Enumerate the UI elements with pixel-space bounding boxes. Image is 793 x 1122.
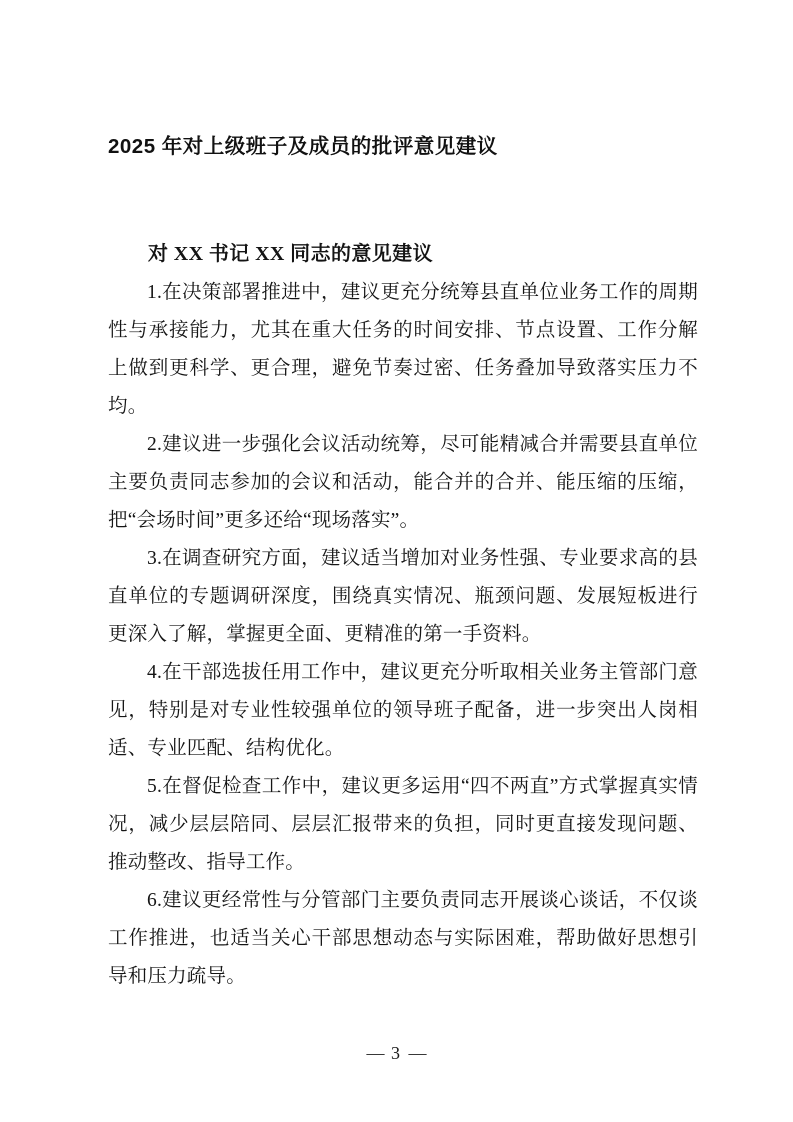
page-footer	[0, 1043, 793, 1064]
page-title: 2025 年对上级班子及成员的批评意见建议	[108, 135, 498, 158]
paragraph-1: 1.在决策部署推进中，建议更充分统筹县直单位业务工作的周期性与承接能力，尤其在重大任务的时间安排、节点设置、工作分解上做到更科学、更合理，避免节奏过密、任务叠加导致落实压力不均。	[108, 281, 698, 417]
paragraph-4: 4.在干部选拔任用工作中，建议更充分听取相关业务主管部门意见，特别是对专业性较强单位的领导班子配备，进一步突出人岗相适、专业匹配、结构优化。	[108, 661, 698, 759]
document-body	[108, 132, 698, 996]
paragraph-5: 5.在督促检查工作中，建议更多运用“四不两直”方式掌握真实情况，减少层层陪同、层层汇报带来的负担，同时更直接发现问题、推动整改、指导工作。	[108, 775, 698, 873]
paragraph-6: 6.建议更经常性与分管部门主要负责同志开展谈心谈话，不仅谈工作推进，也适当关心干部思想动态与实际困难，帮助做好思想引导和压力疏导。	[108, 890, 698, 988]
paragraph-3: 3.在调查研究方面，建议适当增加对业务性强、专业要求高的县直单位的专题调研深度，围绕真实情况、瓶颈问题、发展短板进行更深入了解，掌握更全面、更精准的第一手资料。	[108, 547, 698, 645]
page-number-value: 3	[391, 1043, 402, 1063]
section-heading: 对 XX 书记 XX 同志的意见建议	[148, 242, 433, 265]
paragraph-2: 2.建议进一步强化会议活动统筹，尽可能精减合并需要县直单位主要负责同志参加的会议和活动，能合并的合并、能压缩的压缩，把“会场时间”更多还给“现场落实”。	[108, 433, 698, 531]
footer-dash-right: —	[408, 1043, 427, 1063]
footer-dash-left: —	[366, 1043, 385, 1063]
title-spacer	[108, 163, 698, 235]
